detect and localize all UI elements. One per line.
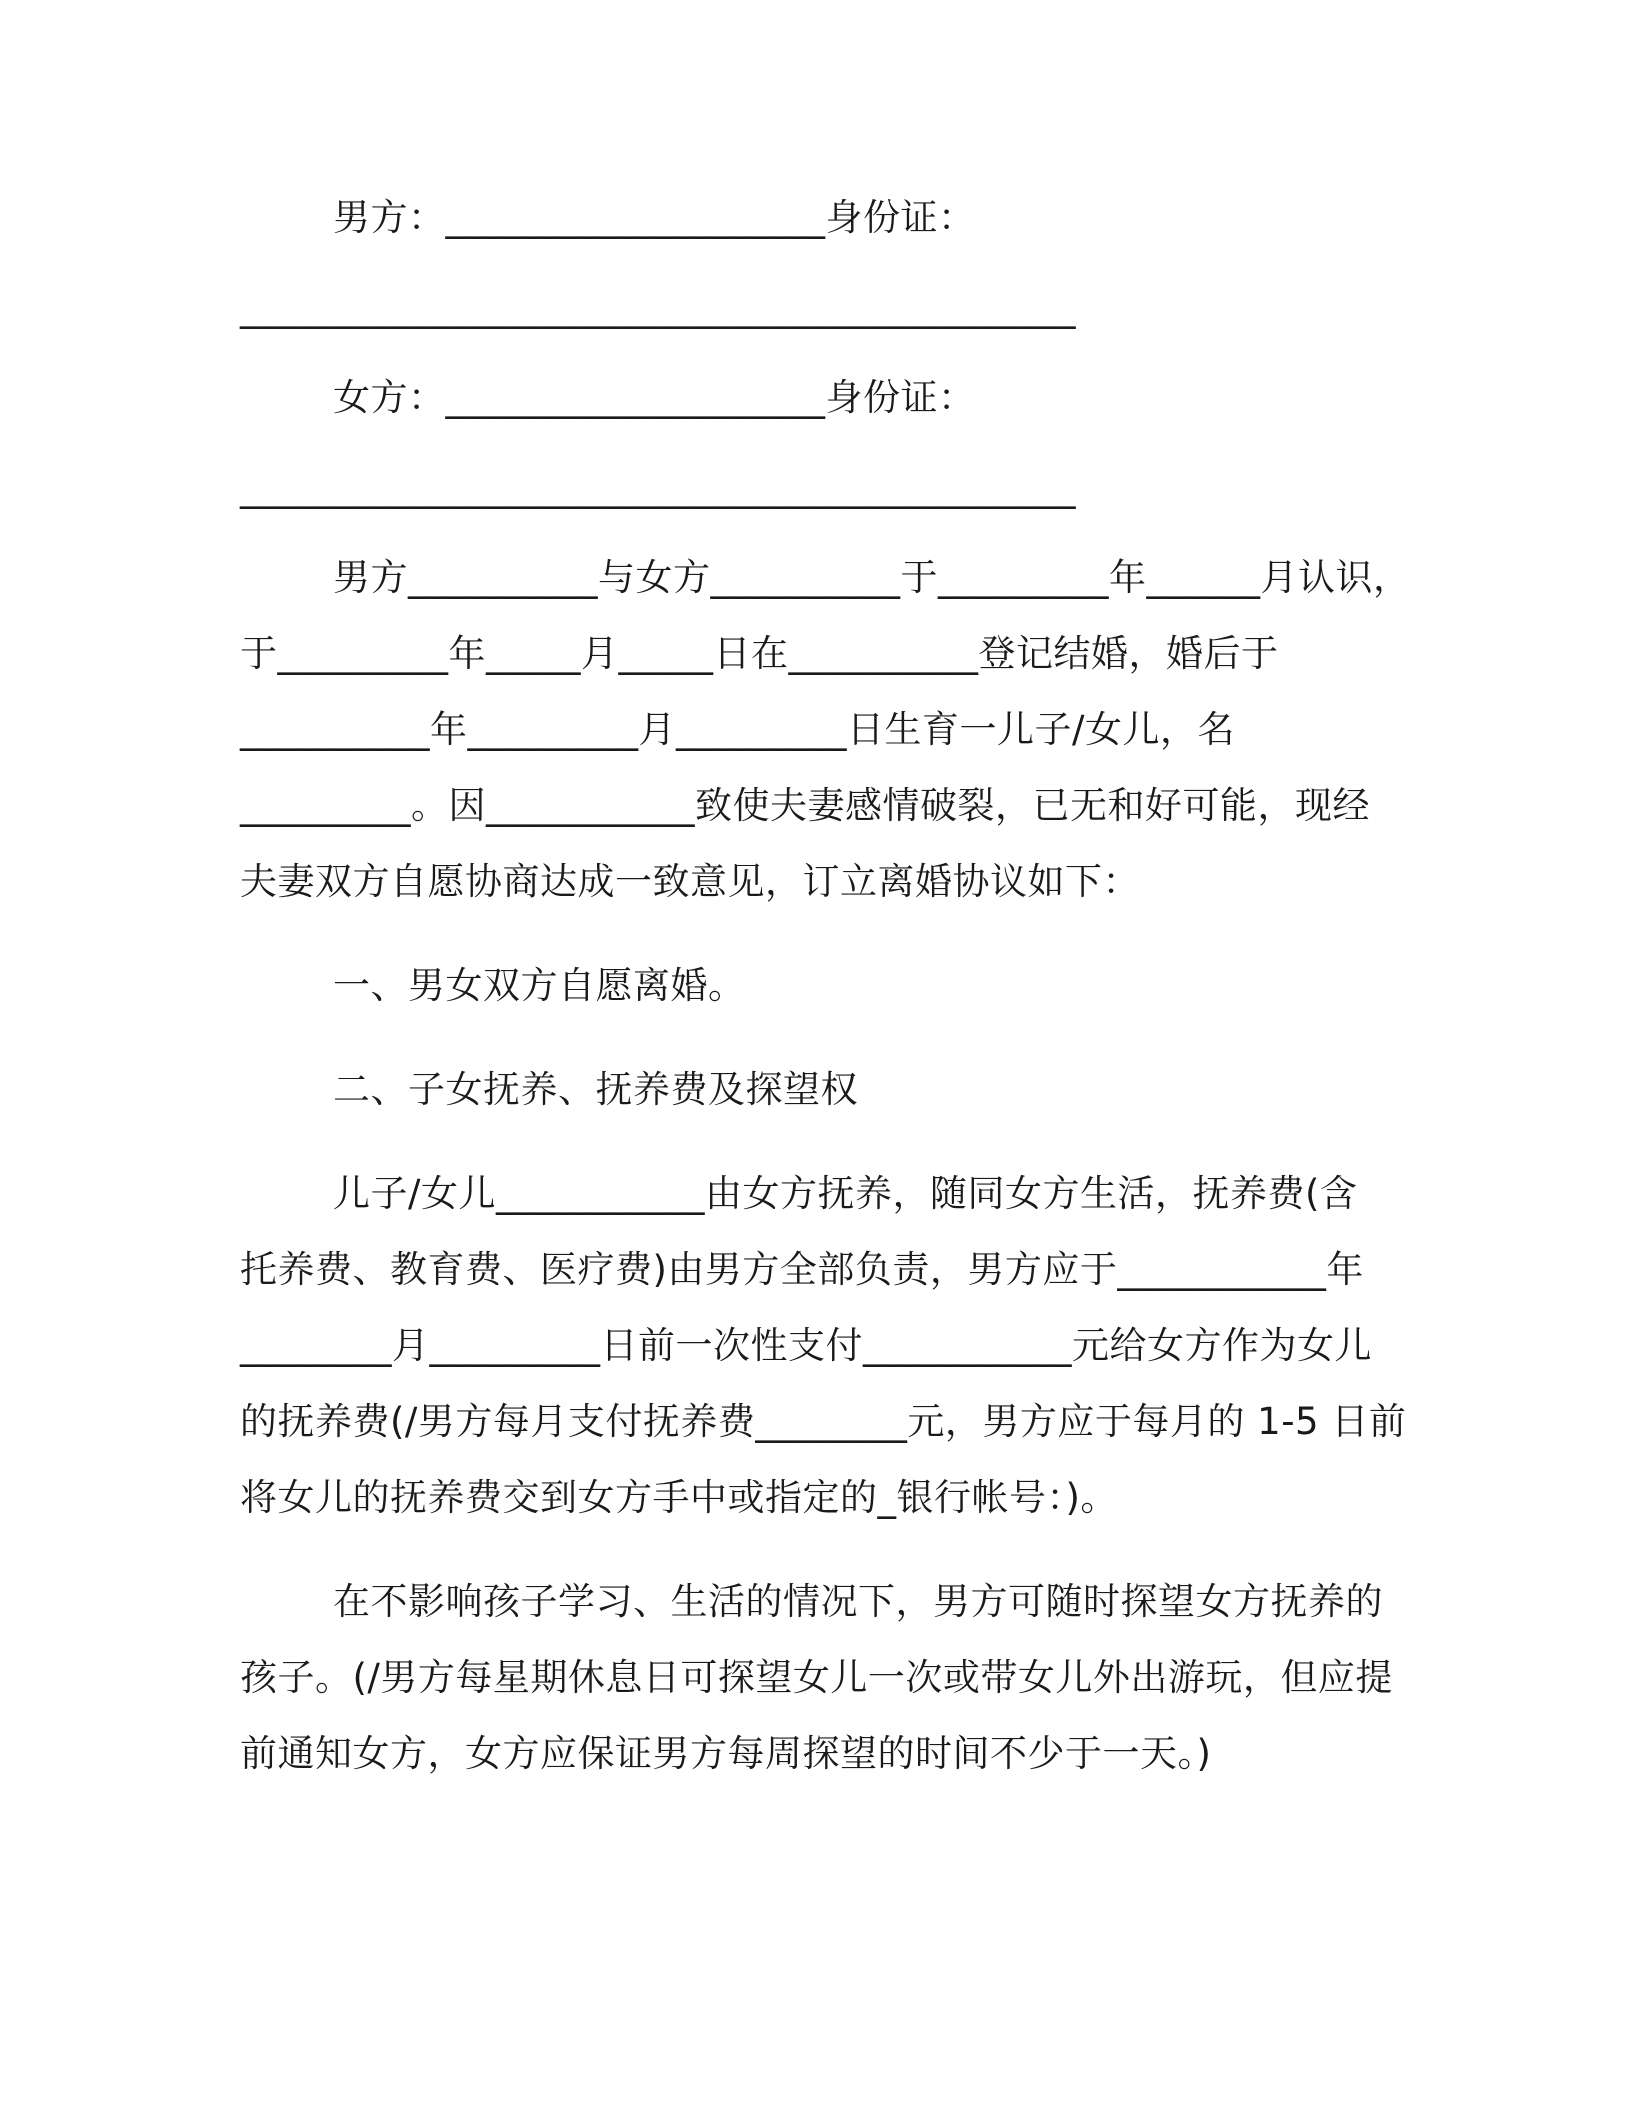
custody-line-1: 儿子/女儿___________由女方抚养，随同女方生活，抚养费(含 [333,1172,1358,1215]
custody-line-4: 的抚养费(/男方每月支付抚养费________元，男方应于每月的 1-5 日前 [240,1400,1407,1443]
man-id-blank: ____________________________________________ [240,286,1076,329]
intro-line-2: 于_________年_____月_____日在__________登记结婚，婚后于 [240,632,1279,675]
visitation-line-2: 孩子。(/男方每星期休息日可探望女儿一次或带女儿外出游玩，但应提 [240,1656,1393,1699]
intro-line-5: 夫妻双方自愿协商达成一致意见，订立离婚协议如下： [240,860,1140,903]
intro-line-3: __________年_________月_________日生育一儿子/女儿，名 [240,708,1235,751]
custody-line-5: 将女儿的抚养费交到女方手中或指定的_银行帐号：)。 [240,1476,1118,1519]
man-id-line: 男方：____________________身份证： [333,196,976,239]
custody-line-2: 托养费、教育费、医疗费)由男方全部负责，男方应于___________年 [240,1248,1364,1291]
clause-one: 一、男女双方自愿离婚。 [333,964,746,1007]
custody-line-3: ________月_________日前一次性支付___________元给女方作为女儿 [240,1324,1372,1367]
clause-two-title: 二、子女抚养、抚养费及探望权 [333,1068,858,1111]
intro-line-1: 男方__________与女方__________于_________年______月认识， [333,556,1411,599]
woman-id-blank: ____________________________________________ [240,466,1076,509]
visitation-line-3: 前通知女方，女方应保证男方每周探望的时间不少于一天。) [240,1732,1212,1775]
woman-id-line: 女方：____________________身份证： [333,376,976,419]
intro-line-4: _________。因___________致使夫妻感情破裂，已无和好可能，现经 [240,784,1370,827]
visitation-line-1: 在不影响孩子学习、生活的情况下，男方可随时探望女方抚养的 [333,1580,1383,1623]
